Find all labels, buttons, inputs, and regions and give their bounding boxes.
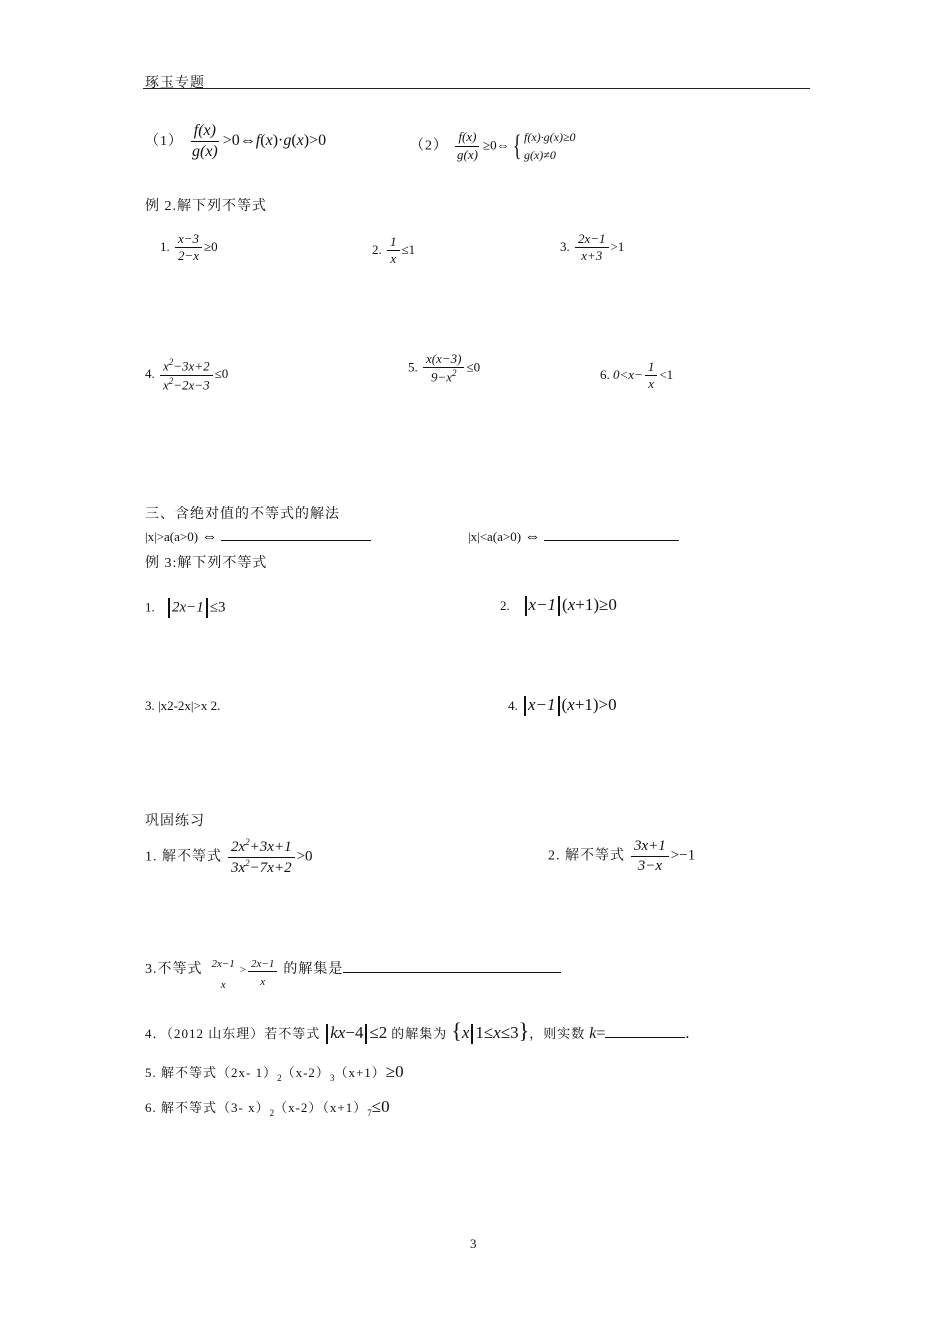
- sec3-right-blank[interactable]: [544, 540, 679, 541]
- ex3-problem-4: 4. x−1 (x+1)>0: [508, 695, 617, 716]
- sec3-right-rule: |x|<a(a>0) ⇔: [468, 528, 679, 546]
- ex2-problem-1: 1. $\frac{x-3}{2-x}$ ≥0: [160, 231, 218, 264]
- practice-q3-blank[interactable]: [343, 972, 561, 973]
- rule-1: （1） $\frac{f(x)}{g(x)}$ >0⇔f(x)·g(x)>0: [145, 122, 327, 160]
- practice-q4-blank[interactable]: [605, 1037, 685, 1038]
- ex3-problem-2: 2. x−1 (x+1)≥0: [500, 595, 617, 616]
- ex2-problem-5: 5. $\frac{x(x-3)}{9-x^2}$ ≤0: [408, 351, 481, 385]
- ex2-problem-6: 6. 0<x− $\frac{1}{x}$ <1: [600, 359, 674, 392]
- ex2-problem-2: 2. $\frac{1}{x}$ ≤1: [372, 234, 416, 267]
- practice-q6: 6. 解不等式（3- $x)_2(x-2)(x+1)_7\le 0$: [145, 1097, 390, 1119]
- rule-2-fraction: $\frac{f(x)}{g(x)}$: [457, 129, 478, 162]
- practice-title: 巩固练习: [145, 814, 205, 829]
- page-number: 3: [470, 1236, 477, 1251]
- rule-2: （2） $\frac{f(x)}{g(x)}$ ≥0⇔{ f(x)·g(x)≥0 g(x)≠0: [410, 129, 576, 162]
- ex3-problem-1: 1. 2x−1 ≤3: [145, 598, 226, 618]
- sec3-left-blank[interactable]: [221, 540, 371, 541]
- ex3-problem-3: 3. |x2-2x|>x 2.: [145, 698, 221, 713]
- rule-2-system: f(x)·g(x)≥0 g(x)≠0: [523, 130, 576, 162]
- rule-1-label: （1）: [145, 133, 183, 149]
- rule-1-fraction: $\frac{f(x)}{g(x)}$: [192, 122, 218, 160]
- rule-2-label: （2）: [410, 138, 448, 154]
- practice-q1: 1. 解不等式 $\frac{2x^2+3x+1}{3x^2-7x+2}$ >0: [145, 837, 313, 876]
- practice-q4: 4．（2012 山东理）若不等式 kx−4 ≤2 的解集为 {x 1≤x≤3}，则实数 k= .: [145, 1018, 690, 1043]
- practice-q2: 2. 解不等式 $\frac{3x+1}{3-x}$ >−1: [548, 838, 696, 874]
- ex2-problem-3: 3. $\frac{2x-1}{x+3}$ >1: [560, 231, 625, 264]
- header-title: 琢玉专题: [145, 76, 205, 91]
- ex2-title: 例 2.解下列不等式: [145, 199, 267, 214]
- ex2-problem-4: 4. $\frac{x^2-3x+2}{x^2-2x-3}$ ≤0: [145, 357, 229, 392]
- ex3-title: 例 3:解下列不等式: [145, 556, 268, 571]
- sec3-title: 三、含绝对值的不等式的解法: [145, 507, 340, 522]
- header-rule: [143, 88, 810, 89]
- sec3-left-rule: |x|>a(a>0) ⇔: [145, 528, 371, 546]
- practice-q5: 5. 解不等式（2x- $1)_2(x-2)_3(x+1)\ge 0$: [145, 1062, 404, 1084]
- practice-q3: 3.不等式 2x−1 x > $\frac{2x-1}{x}$ 的解集是: [145, 958, 561, 991]
